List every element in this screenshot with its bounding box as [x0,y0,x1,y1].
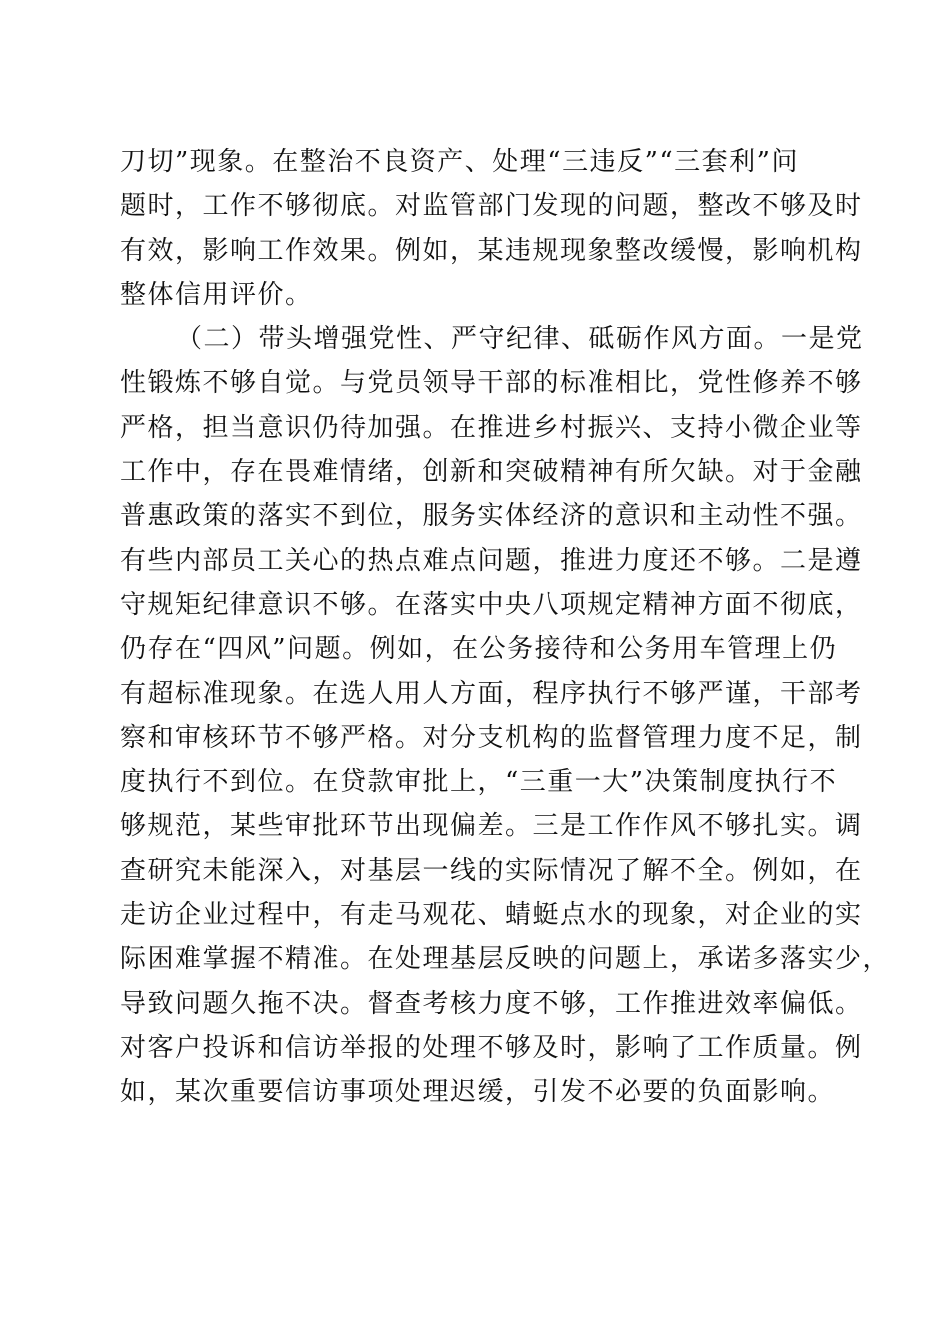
paragraph-2-line-9: 有超标准现象。在选人用人方面，程序执行不够严谨，干部考 [120,678,863,709]
paragraph-2-line-13: 查研究未能深入，对基层一线的实际情况了解不全。例如，在 [120,855,863,886]
paragraph-2-line-5: 普惠政策的落实不到位，服务实体经济的意识和主动性不强。 [120,501,863,532]
paragraph-2-line-3: 严格，担当意识仍待加强。在推进乡村振兴、支持小微企业等 [120,412,863,443]
paragraph-2-line-17: 对客户投诉和信访举报的处理不够及时，影响了工作质量。例 [120,1032,863,1063]
paragraph-2-line-15: 际困难掌握不精准。在处理基层反映的问题上，承诺多落实少， [120,944,891,975]
paragraph-2-line-10: 察和审核环节不够严格。对分支机构的监督管理力度不足，制 [120,722,863,753]
paragraph-2-line-16: 导致问题久拖不决。督查考核力度不够，工作推进效率偏低。 [120,988,863,1019]
paragraph-2-line-6: 有些内部员工关心的热点难点问题，推进力度还不够。二是遵 [120,545,863,576]
paragraph-2-line-7: 守规矩纪律意识不够。在落实中央八项规定精神方面不彻底， [120,589,863,620]
paragraph-2-line-4: 工作中，存在畏难情绪，创新和突破精神有所欠缺。对于金融 [120,457,863,488]
body-text [120,140,891,1115]
section-heading-line: （二）带头增强党性、严守纪律、砥砺作风方面。一是党 [176,324,864,355]
paragraph-2-line-18: 如，某次重要信访事项处理迟缓，引发不必要的负面影响。 [120,1077,836,1108]
paragraph-1-line-1: 刀切”现象。在整治不良资产、处理“三违反”“三套利”问 [120,147,799,177]
paragraph-1-line-4: 整体信用评价。 [120,279,313,310]
paragraph-2-line-11: 度执行不到位。在贷款审批上，“三重一大”决策制度执行不 [120,767,838,798]
paragraph-2-line-2: 性锻炼不够自觉。与党员领导干部的标准相比，党性修养不够 [120,368,863,399]
paragraph-1-line-2: 题时，工作不够彻底。对监管部门发现的问题，整改不够及时 [120,191,863,222]
paragraph-2-line-8: 仍存在“四风”问题。例如，在公务接待和公务用车管理上仍 [120,634,838,665]
paragraph-1-line-3: 有效，影响工作效果。例如，某违规现象整改缓慢，影响机构 [120,235,863,266]
paragraph-2-line-14: 走访企业过程中，有走马观花、蜻蜓点水的现象，对企业的实 [120,900,863,931]
paragraph-2-line-12: 够规范，某些审批环节出现偏差。三是工作作风不够扎实。调 [120,811,863,842]
